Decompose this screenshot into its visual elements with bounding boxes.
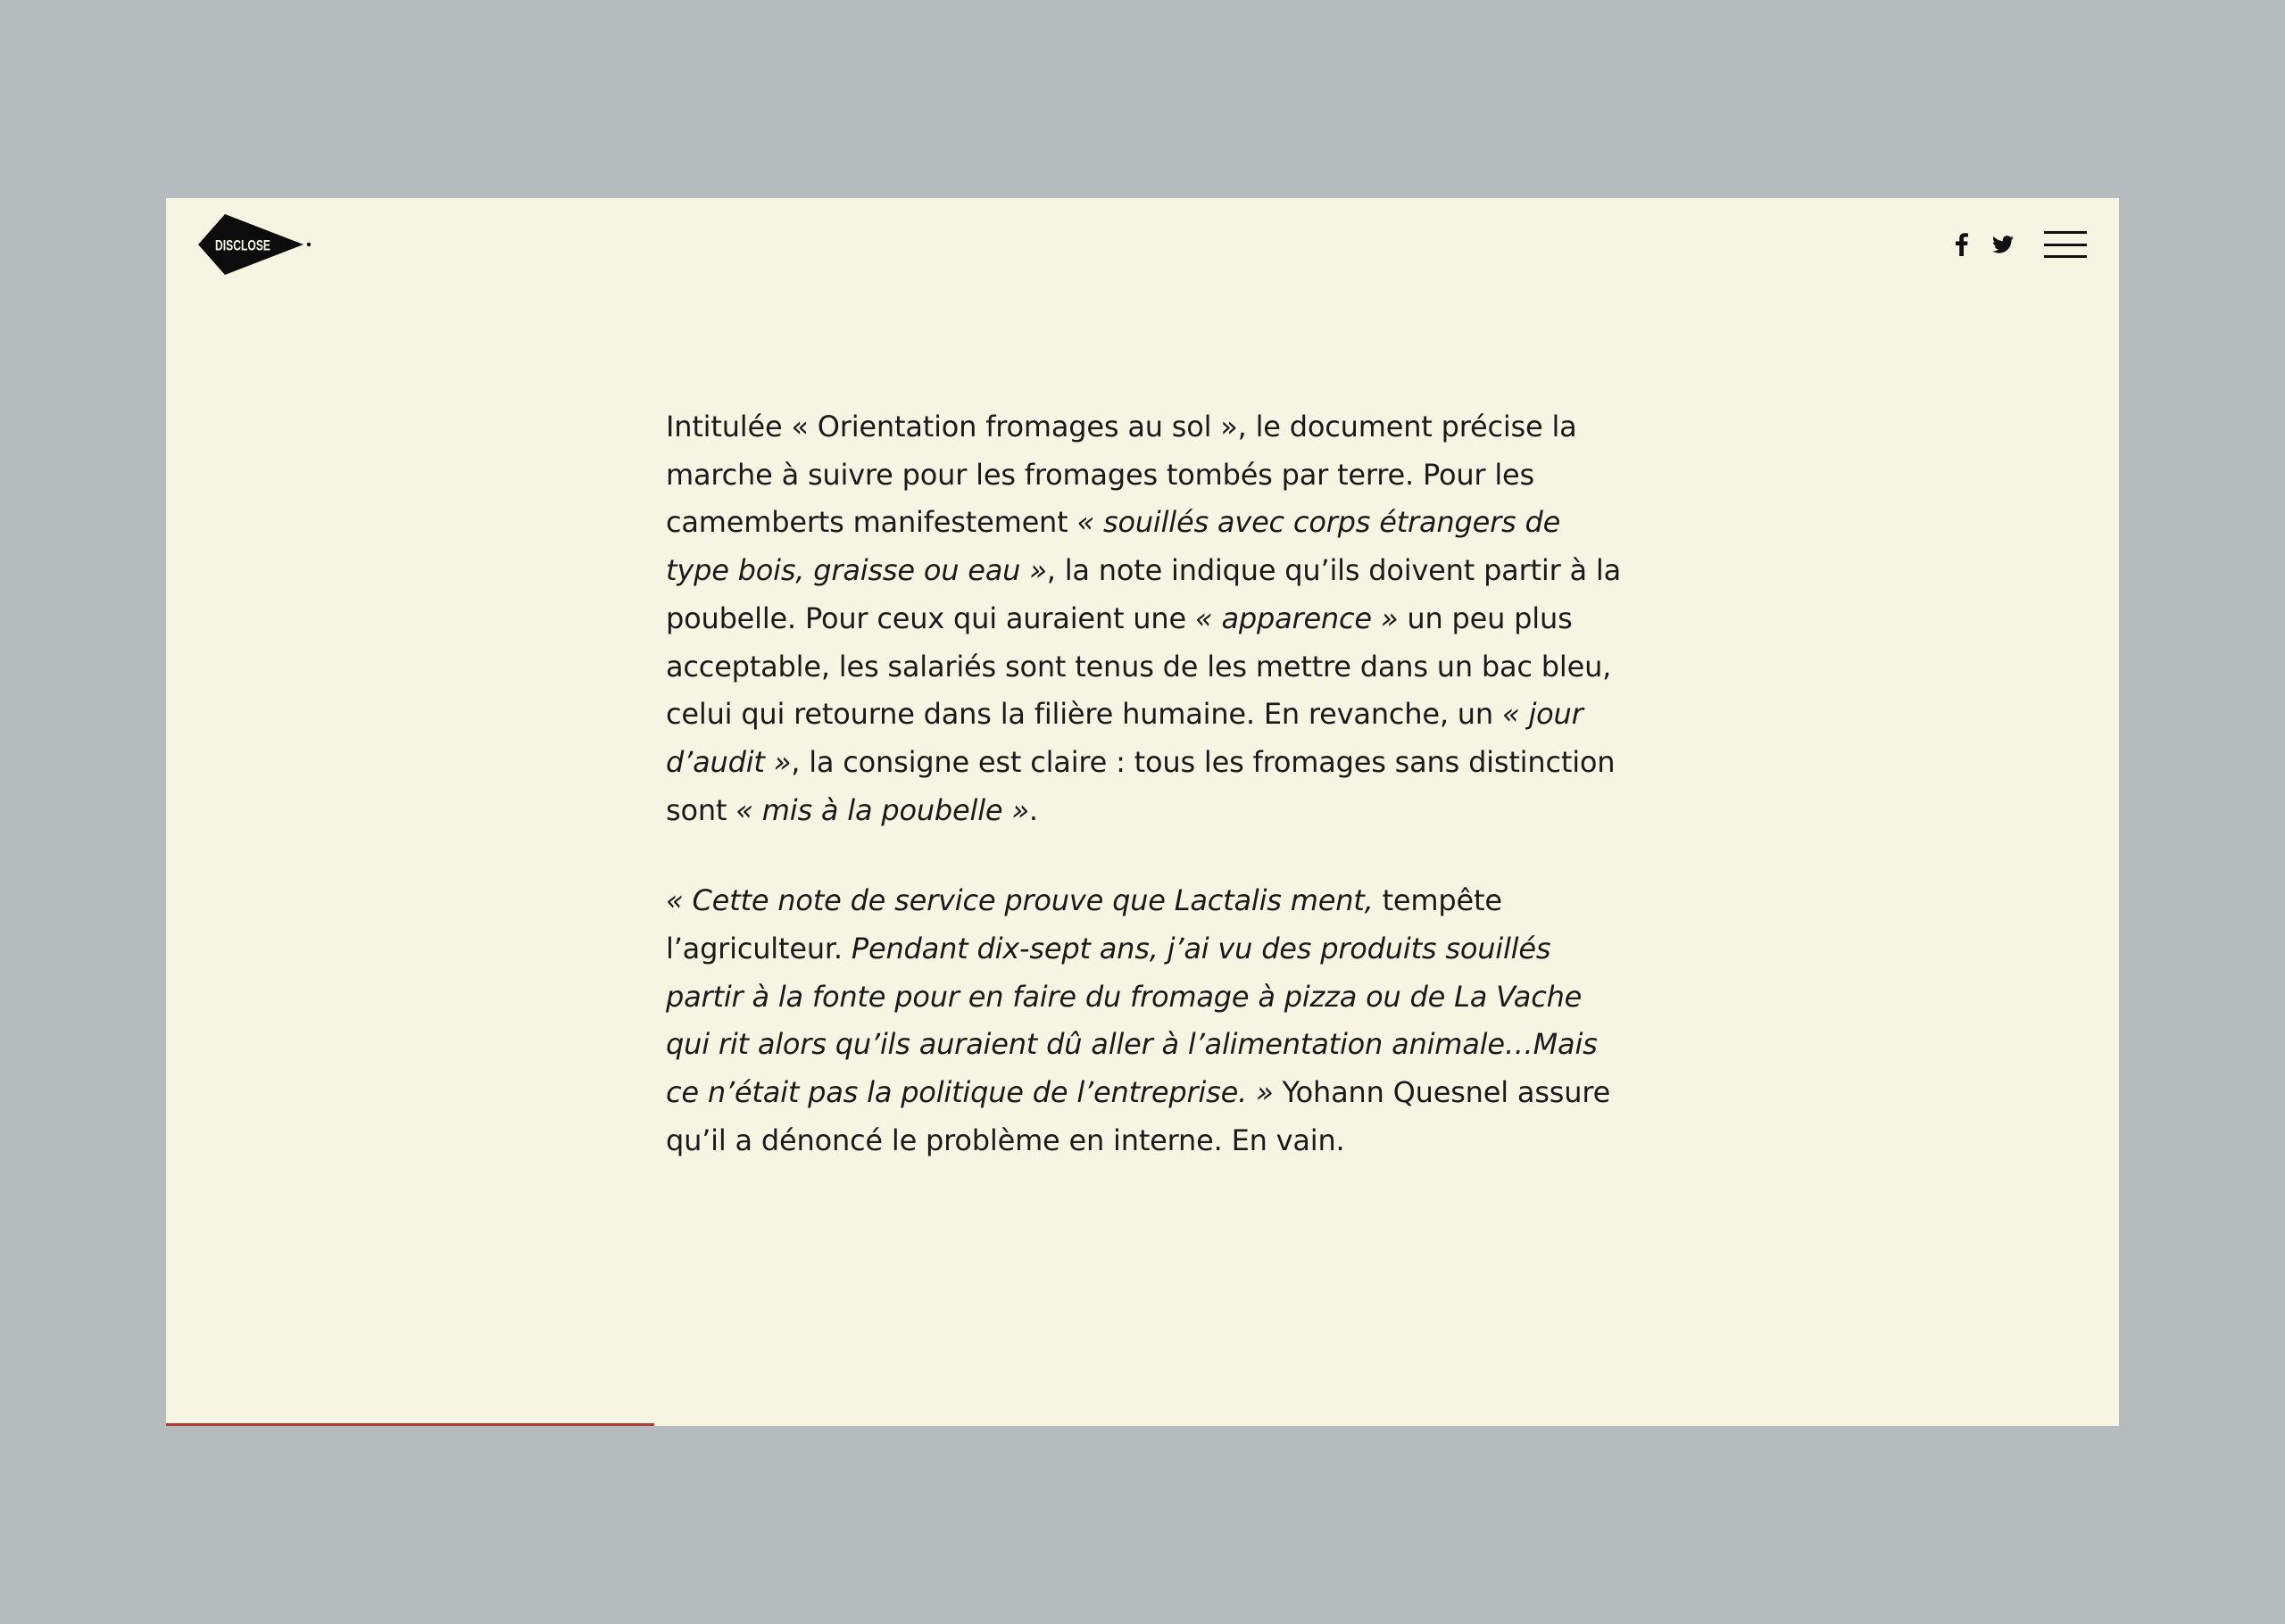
paragraph-text: Intitulée « Orientation fromages au sol », le document précise la marche à suivre pour les fromages tombés par terre. Pour les camemberts manifestement	[666, 410, 1577, 540]
article-paragraph	[666, 403, 1630, 834]
quote-text: Pendant dix-sept ans, j’ai vu des produits souillés partir à la fonte pour en faire du fromage à pizza ou de La Vache qui rit alors qu’ils auraient dû aller à l’alimentation animale…Mais ce n’était pas la politique de l’entreprise. »	[666, 932, 1598, 1110]
reading-progress-fill	[166, 1423, 654, 1426]
hamburger-menu-icon	[2044, 231, 2087, 234]
disclose-logo[interactable]	[198, 209, 314, 280]
quote-text: « mis à la poubelle »	[735, 792, 1029, 827]
facebook-icon	[1956, 233, 1968, 256]
hamburger-menu-icon-line	[2044, 255, 2087, 258]
facebook-button[interactable]	[1951, 234, 1973, 255]
logo-text: DISCLOSE	[215, 236, 270, 254]
paragraph-text: Yohann Quesnel assure qu’il a dénoncé le problème en interne. En vain.	[666, 1075, 1611, 1157]
article-body	[666, 403, 1630, 1165]
article-page	[166, 198, 2119, 1426]
paragraph-text: tempête l’agriculteur.	[666, 883, 1502, 966]
disclose-logo-icon	[198, 209, 314, 280]
paragraph-text: .	[1028, 792, 1038, 827]
hamburger-menu-icon-line	[2044, 244, 2087, 246]
twitter-button[interactable]	[1992, 234, 2014, 255]
quote-text: « apparence »	[1194, 601, 1399, 635]
twitter-icon	[1992, 235, 2014, 254]
quote-text: « jour d’audit »	[666, 697, 1583, 779]
paragraph-text: , la note indique qu’ils doivent partir à la poubelle. Pour ceux qui auraient une	[666, 553, 1621, 635]
hamburger-menu-button[interactable]	[2044, 231, 2087, 258]
header-actions	[1951, 227, 2087, 262]
reading-progress-bar	[166, 1423, 2119, 1426]
quote-text: « Cette note de service prouve que Lactalis ment,	[666, 883, 1374, 918]
paragraph-text: , la consigne est claire : tous les fromages sans distinction sont	[666, 744, 1616, 827]
quote-text: « souillés avec corps étrangers de type bois, graisse ou eau »	[666, 505, 1561, 588]
article-paragraph	[666, 877, 1630, 1164]
paragraph-text: un peu plus acceptable, les salariés sont tenus de les mettre dans un bac bleu, celui qui retourne dans la filière humaine. En revanche, un	[666, 601, 1612, 732]
